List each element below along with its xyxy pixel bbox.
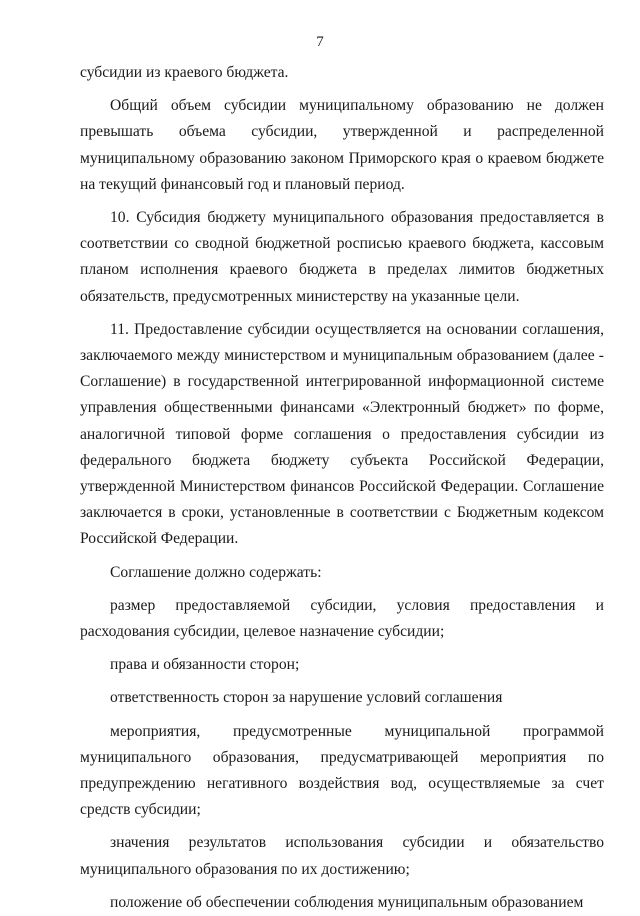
list-item-responsibility: ответственность сторон за нарушение условий соглашения <box>110 689 503 707</box>
document-body <box>80 60 604 916</box>
page-number: 7 <box>316 34 324 50</box>
paragraph-item-11: 11. Предоставление субсидии осуществляется на основании соглашения, заключаемого между министерством и муниципальным образованием (далее - Соглашение) в государственной интегрированной информационной системе управления общественными финансами «Электронный бюджет» по форме, аналогичной типовой форме соглашения о предоставления субсидии из федерального бюджета бюджету субъекта Российской Федерации, утвержденной Министерством финансов Российской Федерации. Соглашение заключается в сроки, установленные в соответствии с Бюджетным кодексом Российской Федерации. <box>80 320 604 548</box>
paragraph-continuation: субсидии из краевого бюджета. <box>80 64 289 81</box>
list-item-subsidy-amount: размер предоставляемой субсидии, условия предоставления и расходования субсидии, целевое назначение субсидии; <box>80 596 604 641</box>
list-item-rights-obligations: права и обязанности сторон; <box>110 656 300 674</box>
paragraph-agreement-contents: Соглашение должно содержать: <box>110 563 322 581</box>
list-item-compliance: положение об обеспечении соблюдения муниципальным образованием <box>110 893 584 911</box>
list-item-result-values: значения результатов использования субсидии и обязательство муниципального образования по их достижению; <box>80 834 604 878</box>
list-item-measures: мероприятия, предусмотренные муниципальной программой муниципального образования, предусматривающей мероприятия по предупреждению негативного воздействия вод, осуществляемые за счет средств субсидии; <box>80 722 604 819</box>
paragraph-subsidy-volume: Общий объем субсидии муниципальному образованию не должен превышать объема субсидии, утвержденной и распределенной муниципальному образованию законом Приморского края о краевом бюджете на текущий финансовый год и плановый период. <box>80 97 604 193</box>
paragraph-item-10: 10. Субсидия бюджету муниципального образования предоставляется в соответствии со сводной бюджетной росписью краевого бюджета, кассовым планом исполнения краевого бюджета в пределах лимитов бюджетных обязательств, предусмотренных министерству на указанные цели. <box>80 209 604 305</box>
